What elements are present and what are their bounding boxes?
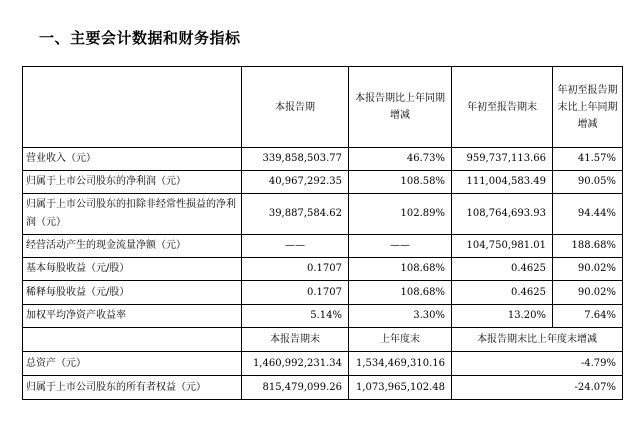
financial-indicators-table <box>22 66 623 400</box>
cell-value: 111,004,583.49 <box>452 171 553 194</box>
cell-value: 1,073,965,102.48 <box>349 376 452 400</box>
cell-value: 3.30% <box>349 305 452 328</box>
table-subheader-row <box>23 328 623 352</box>
table-row <box>23 194 623 235</box>
cell-value: 94.44% <box>553 194 623 235</box>
row-label: 基本每股收益（元/股） <box>23 258 242 281</box>
table-row <box>23 171 623 194</box>
cell-value: 959,737,113.66 <box>452 148 553 171</box>
table-row <box>23 281 623 305</box>
row-label: 稀释每股收益（元/股） <box>23 281 242 305</box>
cell-value: 108.58% <box>349 171 452 194</box>
row-label: 加权平均净资产收益率 <box>23 305 242 328</box>
cell-value: 40,967,292.35 <box>242 171 349 194</box>
cell-value: 188.68% <box>553 235 623 258</box>
table-header-row <box>23 67 623 148</box>
row-label: 归属于上市公司股东的净利润（元） <box>23 171 242 194</box>
cell-value: 1,534,469,310.16 <box>349 352 452 376</box>
row-label: 归属于上市公司股东的所有者权益（元） <box>23 376 242 400</box>
row-label: 总资产（元） <box>23 352 242 376</box>
cell-value: 0.4625 <box>452 258 553 281</box>
header-cell: 本报告期比上年同期增减 <box>349 67 452 148</box>
cell-value: 339,858,503.77 <box>242 148 349 171</box>
table-row <box>23 258 623 281</box>
cell-value: —— <box>242 235 349 258</box>
cell-value: 39,887,584.62 <box>242 194 349 235</box>
row-label: 经营活动产生的现金流量净额（元） <box>23 235 242 258</box>
header-cell: 本报告期末比上年度末增减 <box>452 328 623 352</box>
cell-value: 102.89% <box>349 194 452 235</box>
section-title: 一、主要会计数据和财务指标 <box>39 29 241 47</box>
header-cell <box>23 67 242 148</box>
cell-value: 108.68% <box>349 258 452 281</box>
cell-value: 104,750,981.01 <box>452 235 553 258</box>
cell-value: 13.20% <box>452 305 553 328</box>
cell-value: 5.14% <box>242 305 349 328</box>
cell-value: 1,460,992,231.34 <box>242 352 349 376</box>
cell-value: 0.1707 <box>242 258 349 281</box>
cell-value: 0.4625 <box>452 281 553 305</box>
cell-value: 90.02% <box>553 258 623 281</box>
table-row <box>23 235 623 258</box>
cell-value: 7.64% <box>553 305 623 328</box>
table-row <box>23 376 623 400</box>
table-row <box>23 352 623 376</box>
cell-value: -4.79% <box>452 352 623 376</box>
cell-value: 108,764,693.93 <box>452 194 553 235</box>
cell-value: 46.73% <box>349 148 452 171</box>
header-cell: 年初至报告期末 <box>452 67 553 148</box>
header-cell: 本报告期 <box>242 67 349 148</box>
cell-value: 0.1707 <box>242 281 349 305</box>
header-cell: 本报告期末 <box>242 328 349 352</box>
cell-value: 41.57% <box>553 148 623 171</box>
table-row <box>23 148 623 171</box>
header-cell: 上年度末 <box>349 328 452 352</box>
cell-value: -24.07% <box>452 376 623 400</box>
cell-value: 90.05% <box>553 171 623 194</box>
cell-value: 815,479,099.26 <box>242 376 349 400</box>
cell-value: 90.02% <box>553 281 623 305</box>
cell-value: —— <box>349 235 452 258</box>
table-row <box>23 305 623 328</box>
row-label: 营业收入（元） <box>23 148 242 171</box>
header-cell: 年初至报告期末比上年同期增减 <box>553 67 623 148</box>
row-label: 归属于上市公司股东的扣除非经常性损益的净利润（元） <box>23 194 242 235</box>
header-cell <box>23 328 242 352</box>
cell-value: 108.68% <box>349 281 452 305</box>
